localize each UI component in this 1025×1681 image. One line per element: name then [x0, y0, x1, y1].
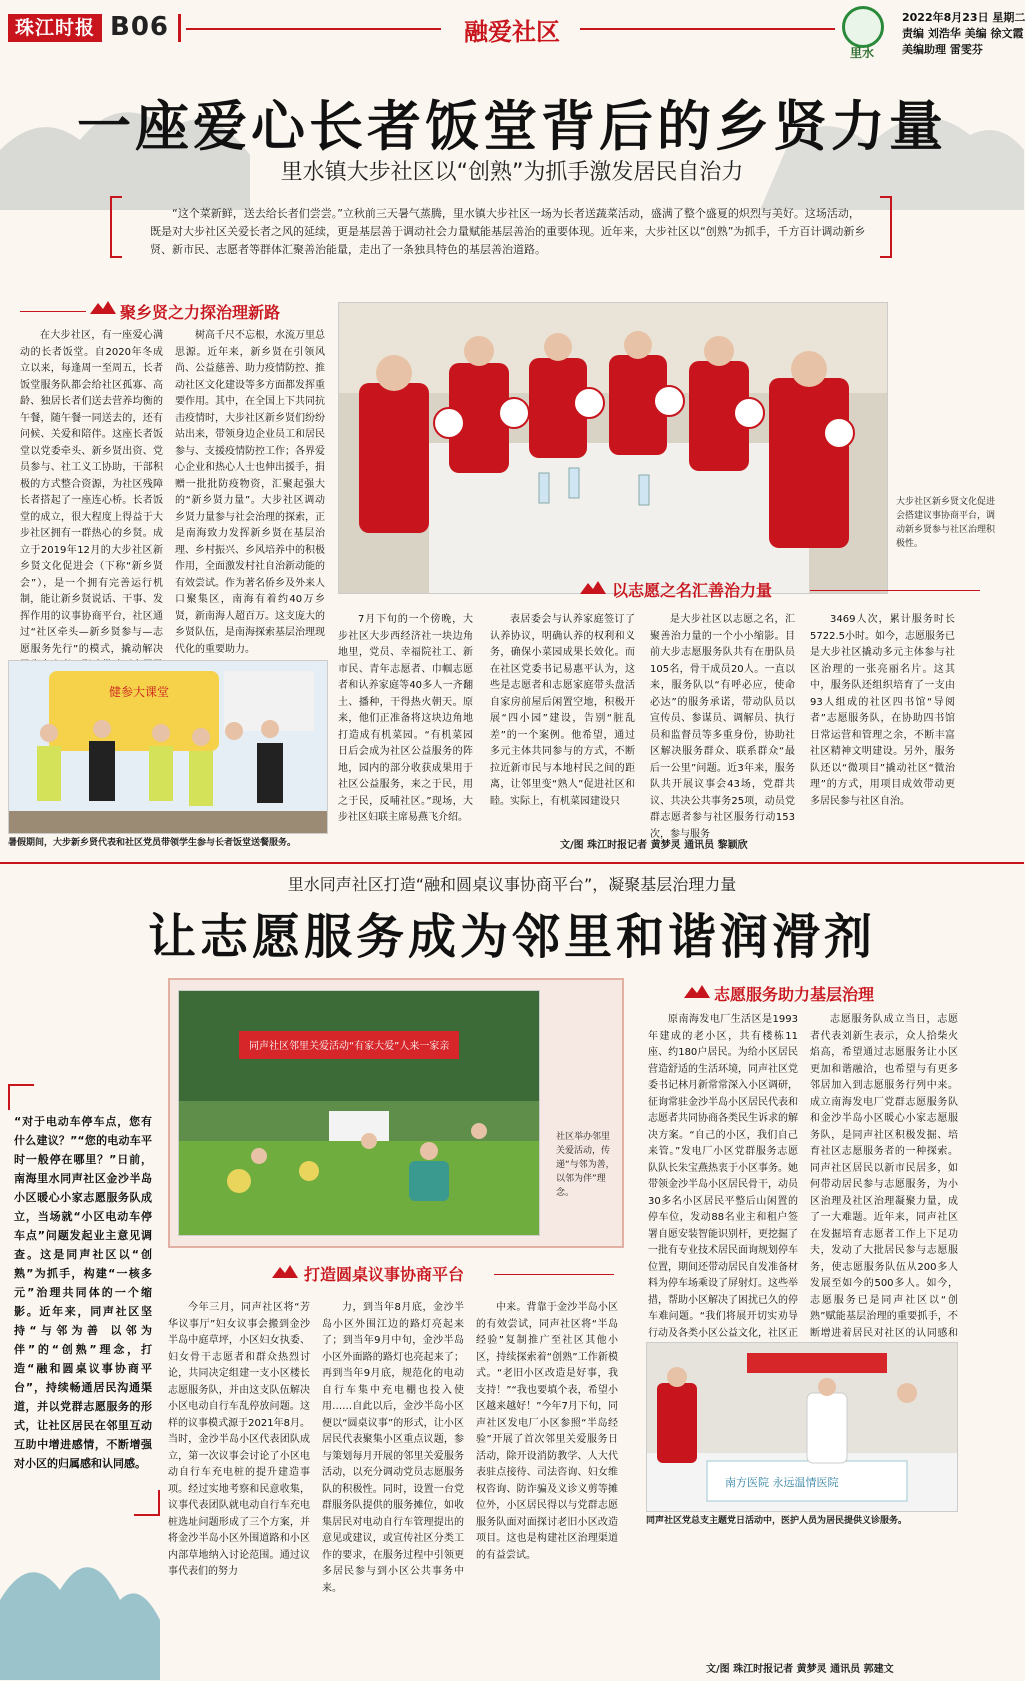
free-clinic-photo: [646, 1342, 958, 1512]
lishui-emblem-icon: [842, 6, 884, 48]
article2-preheadline: 里水同声社区打造“融和圆桌议事协商平台”，凝聚基层治理力量: [287, 875, 737, 894]
section-heading-volunteer-force: 以志愿之名汇善治力量: [612, 581, 773, 600]
section-heading-roundtable: 打造圆桌议事协商平台: [304, 1265, 465, 1284]
article2-pullquote: “对于电动车停车点，您有什么建议？”“您的电动车平时一般停在哪里？”日前，南海里水同声社区金沙半岛小区暖心小家志愿服务队成立，当场就“小区电动车停车点”问题发起业主意见调查。这是同声社区以“创熟”为抓手，构建“一核多元”治理共同体的一个缩影。近年来，同声社区坚持“与邻为善 以邻为伴”的“创熟”理念，打造“融和圆桌议事协商平台”，持续畅通居民沟通渠道，并以党群志愿服务的形式，让社区居民在邻里互动互助中增进感情，不断增强对小区的归属感和认同感。: [14, 1115, 152, 1470]
issue-date: 2022年8月23日 星期二: [902, 11, 1025, 24]
issue-info: [902, 10, 1025, 58]
section-rule-right: [580, 28, 835, 30]
article1-column-2: 树高千尺不忘根，水流万里总思源。近年来，新乡贤在引领风尚、公益慈善、助力疫情防控、推动社区文化建设等多方面都发挥重要作用。其中，在全国上下共同抗击疫情时，大步社区新乡贤们纷纷站出来，带领身边企业员工和居民参与、支援疫情防控工作；各界爱心企业和热心人士也伸出援手，捐赠一批批防疫物资，汇聚起强大的“新乡贤力量”。大步社区调动乡贤力量参与社会治理的探索，正是南海致力发挥新乡贤在基层治理、乡村振兴、乡风培养中的积极作用，全面激发村社自治新动能的有效尝试。作为著名侨乡及外来人口聚集区，南海有着约40万乡贤，新南海人超百万。这支庞大的乡贤队伍，是南海探索基层治理现代化的重要助力。: [175, 330, 325, 655]
section-heading-gather-sages: 聚乡贤之力探治理新路: [120, 303, 281, 322]
mountain-icon: [272, 1264, 298, 1278]
meeting-photo-illustration: [339, 303, 887, 593]
article1-subheadline: 里水镇大步社区以“创熟”为抓手激发居民自治力: [280, 160, 744, 185]
subhead-rule: [494, 1274, 614, 1275]
subhead-rule: [20, 311, 86, 312]
article2-column-b: 力，到当年8月底，金沙半岛小区外围江边的路灯亮起来了；到当年9月中旬，金沙半岛小区外面路的路灯也亮起来了；再到当年9月底，规范化的电动自行车集中充电棚也投入使用……自此以后，金沙半岛小区便以“圆桌议事”的形式，让小区居民代表聚集小区重点议题，参与策划每月开展的邻里关爱服务活动，以充分调动党员志愿服务队的积极性。同时，设置一台党群服务队提供的服务摊位，如收集居民对电动自行车管理提出的意见或建议，或宣传社区分类工作的要求，在服务过程中引领更多居民参与到小区公共事务中来。: [322, 1302, 464, 1594]
article2-column-a: 今年三月，同声社区将“芳华议事厅”妇女议事会搬到金沙半岛中庭草坪，小区妇女执委、妇女骨干志愿者和群众热烈讨论，共同决定组建一支小区楼长志愿服务队，并由这支队伍解决小区电动自行车乱停放问题。这样的议事模式源于2021年8月。当时，金沙半岛小区代表团队成立，第一次议事会讨论了小区电动自行车充电桩的提升建造事项。经过实地考察和民意收集，议事代表团队就电动自行车充电桩选址问题形成了三个方案，并将金沙半岛小区外围道路和小区内部草地纳入讨论范围。通过议事代表们的努力: [168, 1302, 310, 1577]
article1-column-1: 在大步社区，有一座爱心满动的长者饭堂。自2020年冬成立以来，每逢周一至周五，长者饭堂服务队都会给社区孤寡、高龄、独居长者们送去营养均衡的午餐，随午餐一同送去的，还有问候、关爱和陪伴。这座长者饭堂以党委牵头、新乡贤出资、党员参与、社工义工协助，干部积极的方式整合资源，为社区残障长者搭起了一座连心桥。长者饭堂的成立，很大程度上得益于大步社区拥有一群热心的乡贤。成立于2019年12月的大步社区新乡贤文化促进会（下称“新乡贤会”），是一个拥有完善运行机制，能让新乡贤说话、干事、发挥作用的议事协商平台，社区通过“社区牵头—新乡贤参与—志愿服务先行”的模式，撬动解决: [20, 330, 163, 655]
page-number: B06: [110, 12, 169, 42]
canteen-volunteers-photo: [8, 660, 328, 834]
clinic-photo-illustration: [647, 1343, 957, 1511]
ink-mountain-decoration: [0, 1530, 160, 1680]
newspaper-logo: 珠江时报: [8, 14, 102, 42]
emblem-label: 里水: [849, 46, 874, 60]
article1-headline: 一座爱心长者饭堂背后的乡贤力量: [77, 94, 947, 158]
community-event-photo: [178, 990, 540, 1236]
editor-credit: 责编 刘浩华 美编 徐文霞: [902, 27, 1024, 40]
community-photo-illustration: [179, 991, 539, 1235]
lead-bracket-right: [880, 196, 892, 258]
meeting-photo: [338, 302, 888, 594]
article-separator: [0, 862, 1024, 864]
mountain-icon: [684, 984, 710, 998]
proof-credit: 美编助理 雷雯芬: [902, 43, 983, 56]
meeting-photo-caption: 大步社区新乡贤文化促进会搭建议事协商平台，调动新乡贤参与社区治理积极性。: [896, 497, 996, 549]
section-title: 融爱社区: [464, 18, 560, 46]
article1-byline: 文/图 珠江时报记者 黄梦灵 通讯员 黎颖欣: [560, 840, 748, 851]
community-photo-caption: 社区举办邻里关爱活动，传递“与邻为善，以邻为伴”理念。: [556, 1132, 615, 1198]
event-banner-text: 同声社区邻里关爱活动“有家大爱”人来一家亲: [249, 1041, 450, 1052]
article1-lead: “这个菜新鲜，送去给长者们尝尝。”立秋前三天暑气蒸腾，里水镇大步社区一场为长者送蔬菜活动，盛满了整个盛夏的炽烈与美好。这场活动，既是对大步社区关爱长者之风的延续，更是基层善于调动社会力量赋能基层善治的重要体现。近年来，大步社区以“创熟”为抓手，千方百计调动新乡贤、新市民、志愿者等群体汇聚善治能量，走出了一条独具特色的基层善治道路。: [150, 207, 866, 256]
section-heading-volunteer-governance: 志愿服务助力基层治理: [714, 985, 875, 1004]
clinic-photo-caption: 同声社区党总支主题党日活动中，医护人员为居民提供义诊服务。: [646, 1516, 908, 1526]
article2-column-d: 原南海发电厂生活区是1993年建成的老小区，共有楼栋11座、约180户居民。为给小区居民营造舒适的生活环境，同声社区党委书记林月新常常深入小区调研，征询常驻金沙半岛小区居民代表和志愿者共同协商各类民生诉求的解决方案。“自己的小区，我们自己来管。”发电厂小区党群服务志愿队队长朱宝燕热衷于小区事务。她带领金沙半岛小区居民骨干，动员30多名小区居民平整后山闲置的停车位，发动88名业主和租户签署自愿安装智能识别杆，更挖掘了一批有专业技术居民面询规划停车位置，期间还带动居民自发准备材料为停车场乘设了屏射灯。这些举措，帮助小区解决了困扰已久的停车难问题。“我们将展开切实劝导行动及各类小区公益文化，社区正: [648, 1014, 798, 1339]
section-rule-left: [186, 28, 441, 30]
article2-headline: 让志愿服务成为邻里和谐润滑剂: [147, 909, 876, 965]
lead-bracket-left: [110, 196, 122, 258]
quote-bracket-top: [8, 1084, 34, 1110]
volunteer-photo-illustration: [9, 661, 327, 833]
article2-byline: 文/图 珠江时报记者 黄梦灵 通讯员 郭建文: [706, 1664, 894, 1675]
article1-column-5: 是大步社区以志愿之名，汇聚善治力量的一个小小缩影。目前大步志愿服务队共有在册队员105名，骨干成员20人。一直以来，服务队以“有呼必应，使命必达”的服务承诺，带动队员以宣传员、参谋员、调解员、执行员和监督员等多重身份，协助社区解决服务群众、联系群众“最后一公里”问题。近3年来，服务队共开展议事会43场，党群共议、共决公共事务25项，动员党群志愿者参与社区服务行动153次，参与服务: [650, 614, 795, 840]
mountain-icon: [90, 300, 116, 314]
article2-column-e: 志愿服务队成立当日，志愿者代表刘新生表示，众人拾柴火焰高，希望通过志愿服务让小区更加和谐融洽，也希望与有更多邻居加入到志愿服务行列中来。成立南海发电厂党群志愿服务队和金沙半岛小区暖心小家志愿服务队，是同声社区积极发掘、培育社区志愿服务者的一种探索。同声社区居民以新市民居多，如何带动居民参与志愿服务，为小区治理及社区治理凝聚力量，成了一大难题。近年来，同声社区在发掘培育志愿者工作上下足功夫，发动了大批居民参与志愿服务，使志愿服务队伍从200多人发展至如今的500多人。如今，志愿服务已是同声社区以“创熟”赋能基层治理的重要抓手，不断增进着居民对社区的认同感和: [810, 1014, 958, 1339]
clinic-banner-text: 南方医院 永远温情医院: [725, 1476, 839, 1489]
canteen-photo-caption: 暑假期间，大步新乡贤代表和社区党员带领学生参与长者饭堂送餐服务。: [8, 838, 297, 848]
article1-column-6: 3469人次，累计服务时长5722.5小时。如今，志愿服务已是大步社区撬动多元主体参与社区治理的一张亮丽名片。这其中，服务队还组织培育了一支由93人组成的社区四书馆“导阅者”志愿服务队，在协助四书馆日常运营和管理之余，不断丰富社区精神文明建设。另外，服务队还以“微项目”撬动社区“微治理”的方式，用项目成效带动更多居民参与社区自治。: [810, 614, 955, 807]
article1-column-4: 表居委会与认养家庭签订了认养协议，明确认养的权利和义务，确保小菜园成果长效化。而在社区党委书记易惠平认为，这些是志愿者和志愿家庭带头盘活自家房前屋后闲置空地，积极开展“四小园”建设，告别“脏乱差”的一个案例。他希望，通过多元主体共同参与的方式，不断拉近新市民与本地村民之间的距离，让邻里变“熟人”促进社区和睦。实际上，有机菜园建设只: [490, 614, 635, 807]
mountain-icon: [580, 580, 606, 594]
banner-text: 健参大课堂: [109, 685, 170, 699]
article1-column-3: 7月下旬的一个傍晚，大步社区大步西经济社一块边角地里，党员、幸福院社工、新市民、青年志愿者、巾帼志愿者和认养家庭等40多人一齐翻土、播种，干得热火朝天。原来，他们正准备将这块边角地打造成有机菜园。“有机菜园日后会成为社区公益服务的阵地，园内的部分收获成果用于社区公益服务，来之于民，用之于民，反哺社区。”现场，大步社区妇联主席易燕飞介绍。: [338, 614, 473, 823]
quote-bracket-bottom: [134, 1490, 160, 1516]
article2-column-c: 中来。背靠于金沙半岛小区的有效尝试，同声社区将“半岛经验”复制推广至社区其他小区，持续探索着“创熟”工作新模式。“老旧小区改造是好事，我支持！”“我也要填个表，希望小区越来越好！”今年7月下旬，同声社区发电厂小区参照“半岛经验”开展了首次邻里关爱服务日活动，除开设消防教学、人大代表驻点接待、司法咨询、妇女维权咨询、防诈骗及义诊义剪等摊位外，小区居民得以与党群志愿服务队面对面探讨老旧小区改造项目。这也是构建社区治理渠道的有益尝试。: [476, 1302, 618, 1561]
subhead-rule: [810, 590, 980, 591]
masthead-divider: [178, 14, 181, 42]
